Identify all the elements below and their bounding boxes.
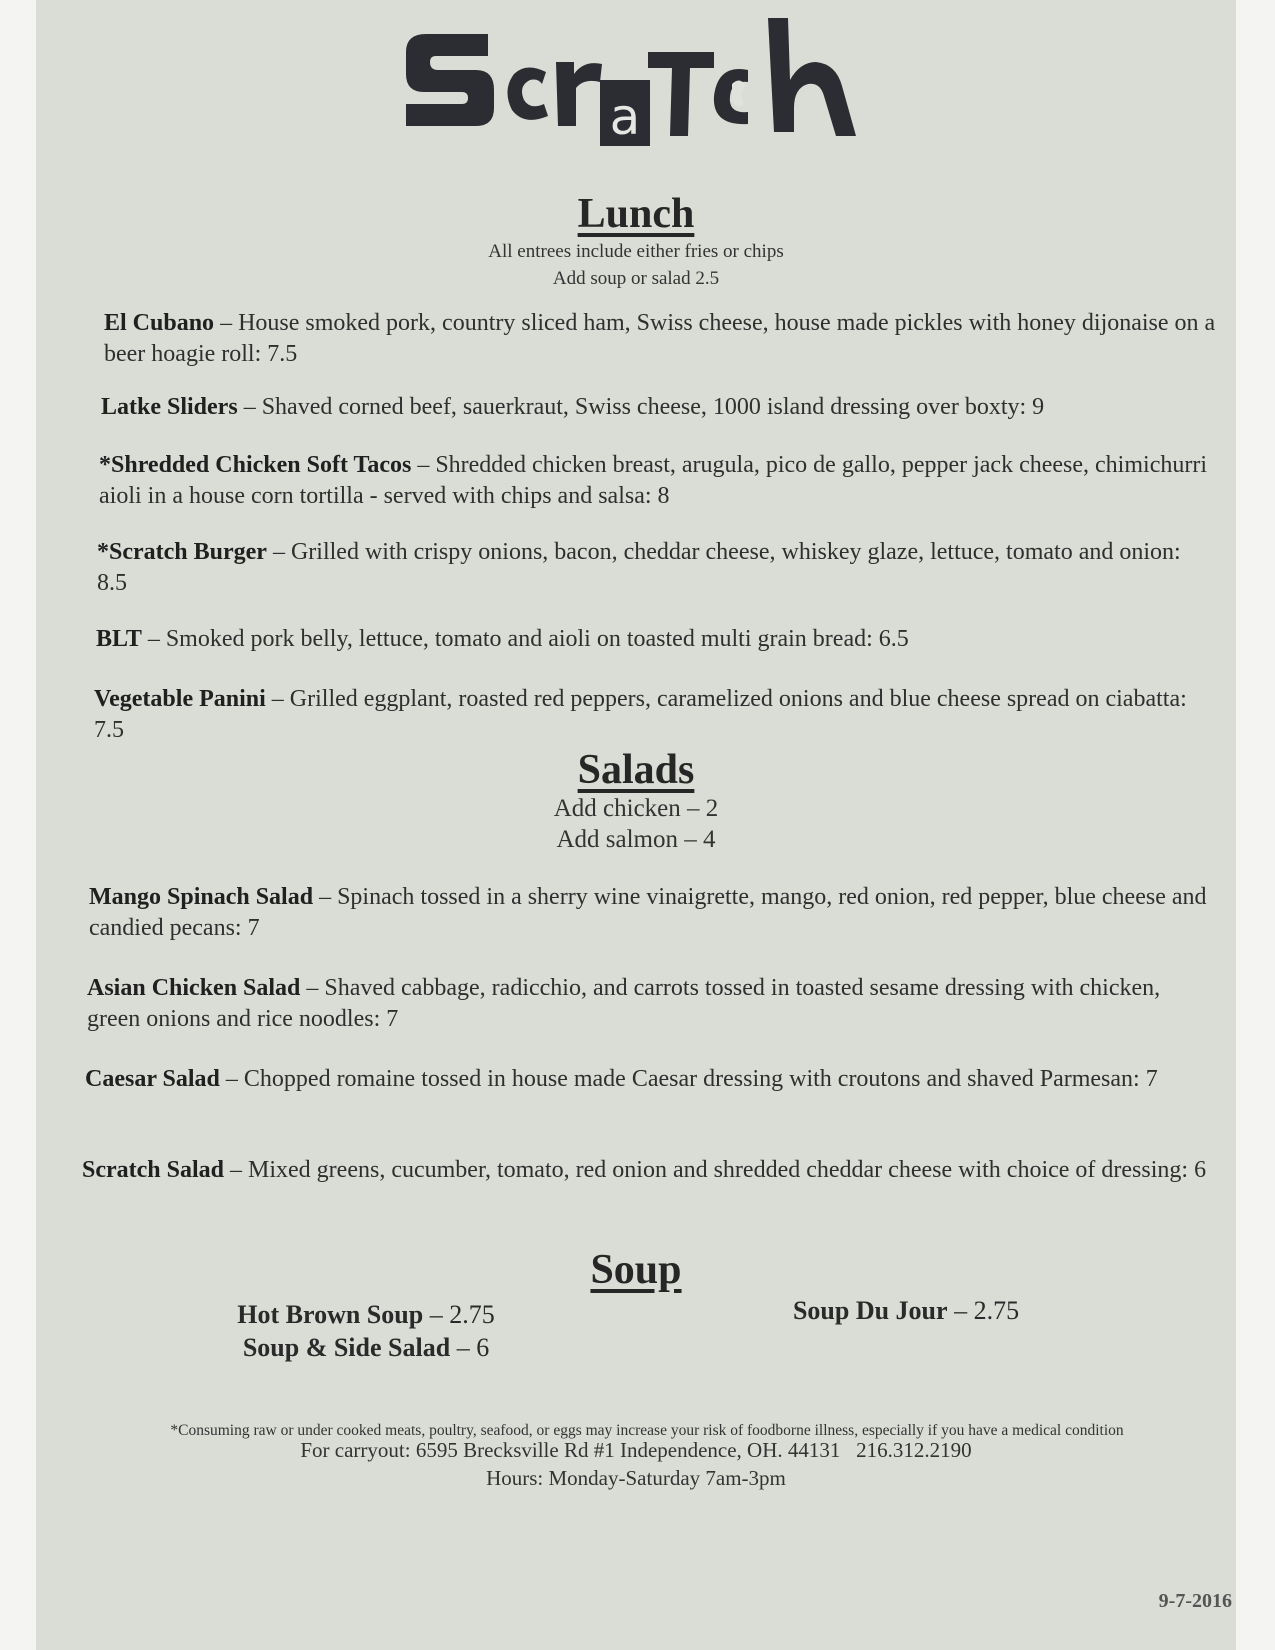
menu-item-el-cubano [104, 308, 1216, 370]
scratch-logo-image [396, 12, 876, 162]
item-name: Caesar Salad [85, 1066, 220, 1092]
item-description: – Grilled with crispy onions, bacon, cheddar cheese, whiskey glaze, lettuce, tomato and onion: 8.5 [97, 539, 1181, 596]
svg-text:a: a [609, 88, 641, 146]
item-description: – Spinach tossed in a sherry wine vinaigrette, mango, red onion, red pepper, blue cheese and candied pecans: 7 [89, 884, 1207, 941]
carryout-info: For carryout: 6595 Brecksville Rd #1 Independence, OH. 44131 216.312.2190 [300, 1438, 972, 1462]
item-price: – 6 [450, 1333, 490, 1362]
item-description: – Shaved cabbage, radicchio, and carrots tossed in toasted sesame dressing with chicken, green onions and rice noodles: 7 [87, 975, 1161, 1032]
item-name: Soup Du Jour [792, 1296, 948, 1325]
item-name: BLT [96, 626, 142, 652]
salads-notes [36, 793, 1236, 855]
item-description: – Mixed greens, cucumber, tomato, red onion and shredded cheddar cheese with choice of dressing: 6 [224, 1157, 1207, 1183]
item-name: *Shredded Chicken Soft Tacos [99, 452, 412, 478]
item-name: Asian Chicken Salad [87, 975, 301, 1001]
menu-item-scratch-salad [82, 1155, 1224, 1186]
menu-item-asian-chicken-salad [87, 973, 1216, 1035]
soup-list-left [216, 1298, 516, 1364]
lunch-note-add-soup: Add soup or salad 2.5 [552, 268, 720, 289]
item-price: – 2.75 [423, 1300, 495, 1329]
disclaimer-text: *Consuming raw or under cooked meats, poultry, seafood, or eggs may increase your risk of foodborne illness, especially if you have a medical condition [170, 1422, 1124, 1439]
menu-item-scratch-burger [97, 537, 1216, 599]
item-name: El Cubano [104, 310, 215, 336]
lunch-notes [36, 238, 1236, 292]
item-description: – Chopped romaine tossed in house made Caesar dressing with croutons and shaved Parmesan: 7 [219, 1066, 1158, 1092]
menu-item-chicken-tacos [99, 450, 1216, 512]
menu-sheet [36, 0, 1236, 1650]
lunch-title: Lunch [577, 191, 695, 237]
item-description: – House smoked pork, country sliced ham, Swiss cheese, house made pickles with honey dijonaise on a beer hoagie roll: 7.5 [104, 310, 1216, 367]
item-name: Hot Brown Soup [237, 1300, 424, 1329]
soup-item-soup-side-salad [216, 1331, 516, 1364]
lunch-note-fries: All entrees include either fries or chips [488, 241, 784, 262]
item-name: Latke Sliders [101, 394, 238, 420]
item-name: Vegetable Panini [94, 686, 266, 712]
item-price: – 2.75 [947, 1296, 1020, 1325]
item-name: Scratch Salad [82, 1157, 225, 1183]
scratch-logo [36, 12, 1236, 162]
menu-item-mango-spinach-salad [89, 882, 1216, 944]
salads-note-salmon: Add salmon – 4 [556, 826, 716, 853]
item-description: – Shredded chicken breast, arugula, pico de gallo, pepper jack cheese, chimichurri aioli in a house corn tortilla - served with chips and salsa: 8 [99, 452, 1207, 509]
hours-info: Hours: Monday-Saturday 7am-3pm [486, 1466, 786, 1490]
soup-title: Soup [590, 1247, 682, 1293]
menu-item-caesar-salad [85, 1064, 1216, 1095]
soup-item-soup-du-jour [776, 1294, 1036, 1327]
item-description: – Grilled eggplant, roasted red peppers, caramelized onions and blue cheese spread on ciabatta: 7.5 [94, 686, 1187, 743]
menu-item-latke-sliders [101, 392, 1216, 423]
soup-list-right [776, 1294, 1036, 1327]
salads-title: Salads [577, 747, 695, 793]
menu-date: 9-7-2016 [1158, 1590, 1232, 1612]
item-name: Soup & Side Salad [242, 1333, 451, 1362]
item-description: – Shaved corned beef, sauerkraut, Swiss cheese, 1000 island dressing over boxty: 9 [237, 394, 1045, 420]
menu-item-blt [96, 624, 1216, 655]
item-description: – Smoked pork belly, lettuce, tomato and aioli on toasted multi grain bread: 6.5 [141, 626, 909, 652]
soup-item-hot-brown [216, 1298, 516, 1331]
salads-note-chicken: Add chicken – 2 [553, 795, 719, 822]
menu-item-vegetable-panini [94, 684, 1216, 746]
item-name: Mango Spinach Salad [89, 884, 314, 910]
item-name: *Scratch Burger [97, 539, 267, 565]
